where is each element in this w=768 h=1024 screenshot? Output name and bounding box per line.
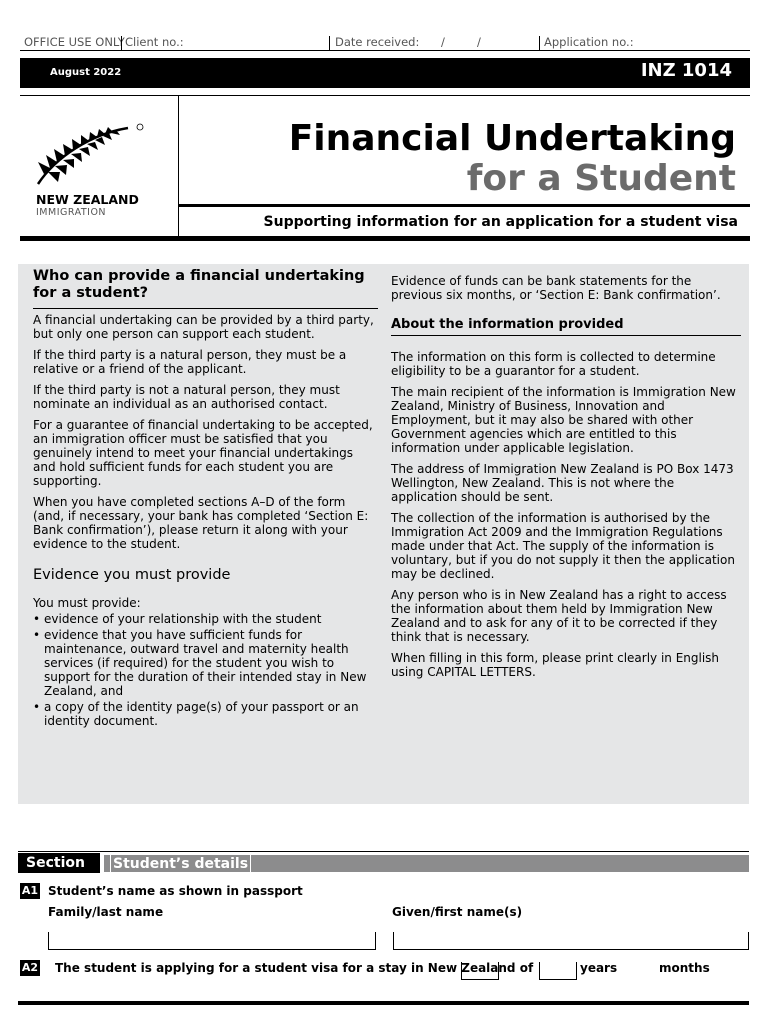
family-name-label: Family/last name — [48, 905, 164, 919]
application-no-field: Application no.: — [544, 35, 634, 49]
paragraph: Evidence of funds can be bank statements for the previous six months, or ‘Section E: Bank confirmation’. — [391, 274, 721, 302]
months-label: months — [659, 961, 710, 975]
section-title: Student’s details — [110, 854, 251, 874]
years-input-box[interactable] — [461, 962, 499, 980]
question-number-a1: A1 — [21, 884, 39, 897]
form-purpose: Supporting information for an application for a student visa — [263, 214, 738, 230]
header-bottom-rule — [20, 236, 750, 241]
divider — [329, 36, 330, 50]
page-bottom-rule — [18, 1001, 749, 1005]
heading-rule — [391, 335, 741, 336]
left-column — [33, 268, 378, 730]
question-number-a2: A2 — [21, 961, 39, 974]
client-no-field: Client no.: — [125, 35, 184, 49]
page-subtitle-title: for a Student — [466, 158, 736, 199]
fern-logo-icon — [36, 122, 146, 192]
office-use-label: OFFICE USE ONLY — [24, 35, 125, 49]
paragraph: When you have completed sections A–D of the form (and, if necessary, your bank has completed ‘Section E: Bank confirmation’), please return it along with your evidence to the student. — [33, 495, 369, 551]
years-input[interactable] — [539, 962, 577, 980]
given-name-label: Given/first name(s) — [392, 905, 523, 919]
family-name-input[interactable] — [48, 932, 376, 950]
logo-panel — [20, 96, 179, 236]
evidence-list — [33, 612, 378, 728]
divider — [121, 36, 122, 50]
section-label: Section — [18, 853, 100, 873]
paragraph: A financial undertaking can be provided by a third party, but only one person can support each student. — [33, 313, 374, 341]
who-can-provide-heading: Who can provide a financial undertaking for a student? — [33, 268, 365, 301]
question-a2: The student is applying for a student visa for a stay in New Zealand of — [55, 961, 534, 975]
section-rule — [18, 851, 749, 852]
title-rule — [178, 204, 750, 207]
date-received-field: Date received: — [335, 35, 420, 49]
paragraph: The collection of the information is authorised by the Immigration Act 2009 and the Immigration Regulations made under that Act. The supply of the information is voluntary, but if you do not supply it then the application may be declined. — [391, 511, 735, 581]
question-a1: Student’s name as shown in passport — [48, 884, 303, 898]
paragraph: If the third party is a natural person, they must be a relative or a friend of the applicant. — [33, 348, 347, 376]
office-use-row — [20, 35, 750, 51]
logo-text-immigration: IMMIGRATION — [36, 207, 107, 218]
logo-text-nz: NEW ZEALAND — [36, 192, 139, 207]
evidence-heading: Evidence you must provide — [33, 567, 231, 583]
must-provide-label: You must provide: — [33, 596, 141, 610]
paragraph: The address of Immigration New Zealand is PO Box 1473 Wellington, New Zealand. This is not where the application should be sent. — [391, 462, 734, 504]
list-item: • evidence that you have sufficient funds for maintenance, outward travel and maternity health services (if required) for the student you wish to support for the duration of their intended stay in New Zealand, and — [44, 628, 378, 698]
paragraph: The main recipient of the information is Immigration New Zealand, Ministry of Business, Innovation and Employment, but it may also be shared with other Government agencies which are entitled to this information under applicable legislation. — [391, 385, 736, 455]
form-date: August 2022 — [50, 67, 122, 78]
paragraph: Any person who is in New Zealand has a right to access the information about them held by Immigration New Zealand and to ask for any of it to be corrected if they think that is necessary. — [391, 588, 727, 644]
years-label: years — [580, 961, 618, 975]
paragraph: The information on this form is collected to determine eligibility to be a guarantor for a student. — [391, 350, 716, 378]
about-heading: About the information provided — [391, 317, 624, 332]
divider — [539, 36, 540, 50]
date-separator: / — [441, 35, 445, 49]
right-column — [391, 274, 741, 686]
page-title: Financial Undertaking — [288, 118, 736, 159]
given-name-input[interactable] — [393, 932, 749, 950]
date-separator: / — [477, 35, 481, 49]
header-bar — [20, 58, 750, 88]
paragraph: When filling in this form, please print clearly in English using CAPITAL LETTERS. — [391, 651, 720, 679]
information-panel — [18, 264, 749, 804]
heading-rule — [33, 308, 378, 309]
paragraph: If the third party is not a natural person, they must nominate an individual as an authorised contact. — [33, 383, 340, 411]
list-item: • evidence of your relationship with the student — [44, 612, 378, 626]
form-number: INZ 1014 — [640, 60, 732, 81]
list-item: • a copy of the identity page(s) of your passport or an identity document. — [44, 700, 378, 728]
paragraph: For a guarantee of financial undertaking to be accepted, an immigration officer must be satisfied that you genuinely intend to meet your financial undertakings and hold sufficient funds for each student you are supporting. — [33, 418, 373, 488]
